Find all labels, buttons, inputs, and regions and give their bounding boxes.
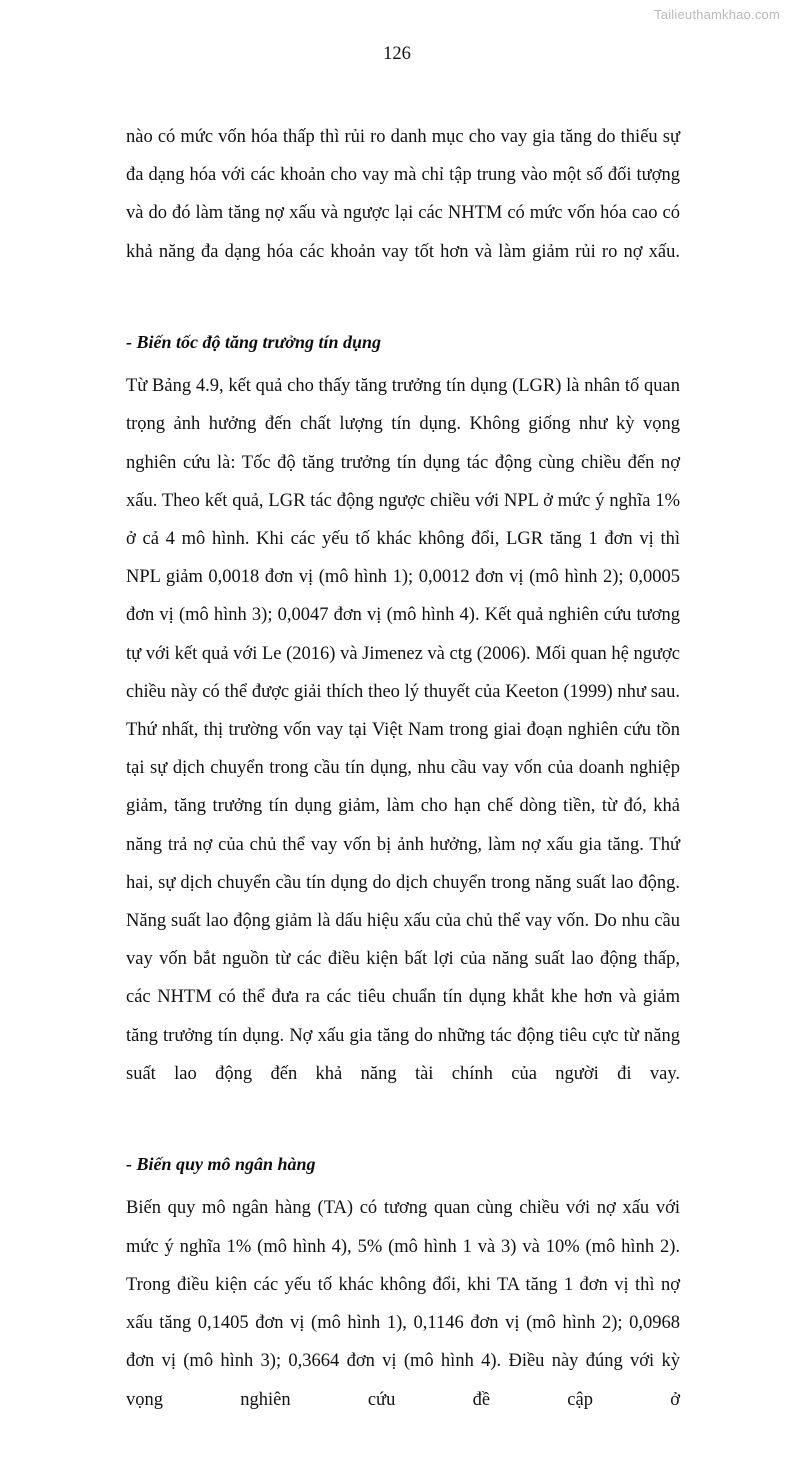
paragraph-capitalization: nào có mức vốn hóa thấp thì rủi ro danh mục cho vay gia tăng do thiếu sự đa dạng hóa với các khoản cho vay mà chỉ tập trung vào một số đối tượng và do đó làm tăng nợ xấu và ngược lại các NHTM có mức vốn hóa cao có khả năng đa dạng hóa các khoản vay tốt hơn và làm giảm rủi ro nợ xấu. bbox=[126, 127, 680, 262]
heading-bank-size: - Biến quy mô ngân hàng bbox=[126, 1154, 316, 1175]
heading-credit-growth: - Biến tốc độ tăng trưởng tín dụng bbox=[126, 332, 381, 353]
page-number: 126 bbox=[383, 44, 411, 64]
paragraph-bank-size: Biến quy mô ngân hàng (TA) có tương quan cùng chiều với nợ xấu với mức ý nghĩa 1% (mô hình 4), 5% (mô hình 1 và 3) và 10% (mô hình 2). Trong điều kiện các yếu tố khác không đổi, khi TA tăng 1 đơn vị thì nợ xấu tăng 0,1405 đơn vị (mô hình 1), 0,1146 đơn vị (mô hình 2); 0,0968 đơn vị (mô hình 3); 0,3664 đơn vị (mô hình 4). Điều này đúng với kỳ vọng nghiên cứu đề cập ở bbox=[126, 1198, 680, 1410]
page-content bbox=[126, 118, 680, 1457]
watermark-text: Tailieuthamkhao.com bbox=[654, 7, 780, 22]
paragraph-credit-growth: Từ Bảng 4.9, kết quả cho thấy tăng trưởng tín dụng (LGR) là nhân tố quan trọng ảnh hưởng đến chất lượng tín dụng. Không giống như kỳ vọng nghiên cứu là: Tốc độ tăng trưởng tín dụng tác động cùng chiều đến nợ xấu. Theo kết quả, LGR tác động ngược chiều với NPL ở mức ý nghĩa 1% ở cả 4 mô hình. Khi các yếu tố khác không đổi, LGR tăng 1 đơn vị thì NPL giảm 0,0018 đơn vị (mô hình 1); 0,0012 đơn vị (mô hình 2); 0,0005 đơn vị (mô hình 3); 0,0047 đơn vị (mô hình 4). Kết quả nghiên cứu tương tự với kết quả với Le (2016) và Jimenez và ctg (2006). Mối quan hệ ngược chiều này có thể được giải thích theo lý thuyết của Keeton (1999) như sau. Thứ nhất, thị trường vốn vay tại Việt Nam trong giai đoạn nghiên cứu tồn tại sự dịch chuyển trong cầu tín dụng, nhu cầu vay vốn của doanh nghiệp giảm, tăng trưởng tín dụng giảm, làm cho hạn chế dòng tiền, từ đó, khả năng trả nợ của chủ thể vay vốn bị ảnh hưởng, làm nợ xấu gia tăng. Thứ hai, sự dịch chuyển cầu tín dụng do dịch chuyển trong năng suất lao động. Năng suất lao động giảm là dấu hiệu xấu của chủ thể vay vốn. Do nhu cầu vay vốn bắt nguồn từ các điều kiện bất lợi của năng suất lao động thấp, các NHTM có thể đưa ra các tiêu chuẩn tín dụng khắt khe hơn và giảm tăng trưởng tín dụng. Nợ xấu gia tăng do những tác động tiêu cực từ năng suất lao động đến khả năng tài chính của người đi vay. bbox=[126, 376, 680, 1084]
